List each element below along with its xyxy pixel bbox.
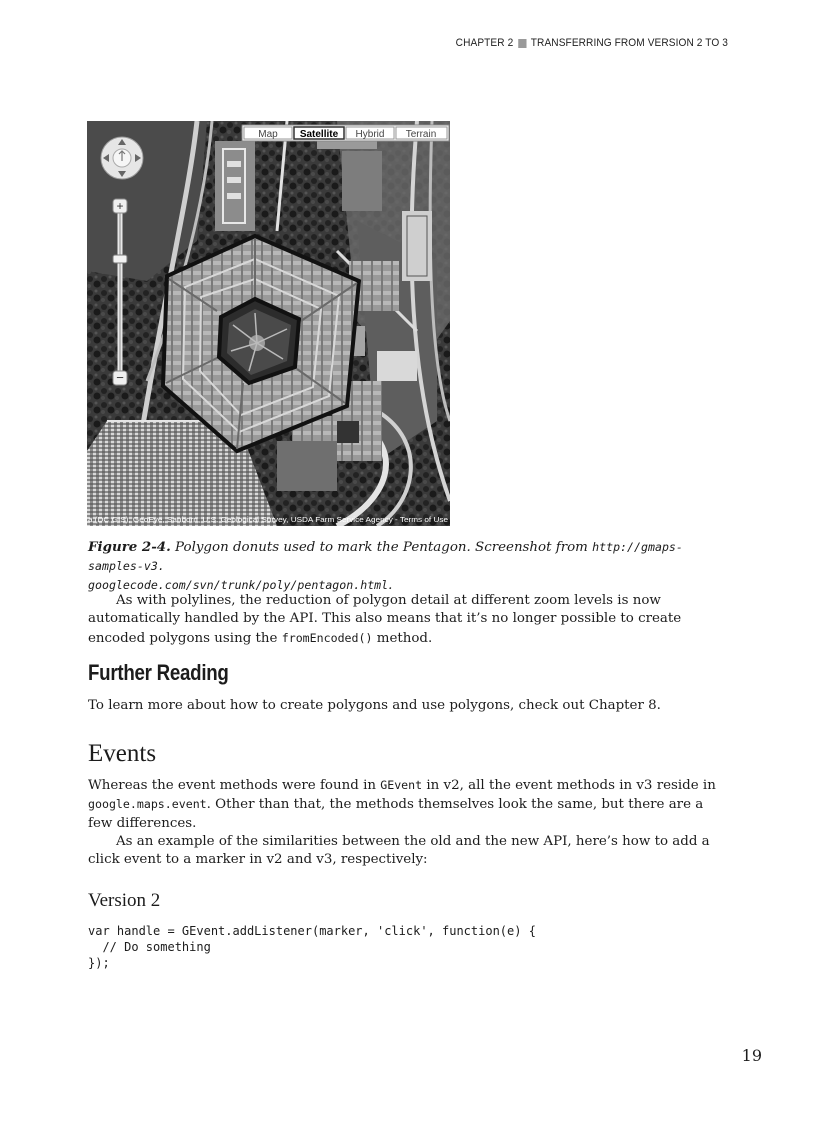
further-reading-heading: Further Reading [88,660,229,685]
hybrid-type-label: Hybrid [355,129,385,140]
chapter-label: CHAPTER 2 [455,37,514,49]
events-heading: Events [88,740,157,767]
map-type-buttons[interactable] [242,125,449,141]
figure-label: Figure 2-4. [88,539,171,555]
paragraph1-code: fromEncoded() [281,630,373,645]
map-type-label: Map [258,129,278,140]
polyline-paragraph [88,592,738,648]
gevent-code: GEvent [380,778,423,792]
further-reading-text: To learn more about how to create polygons and use polygons, check out Chapter 8. [88,698,661,713]
figure-caption [88,538,738,595]
paragraph1-text: As with polylines, the reduction of polygon detail at different zoom levels is now automatically handled by the API. This also means that it’s no longer possible to create encoded polygons using the [88,593,682,646]
pan-control[interactable] [101,137,143,179]
events-text-b: in v2, all the event methods in v3 reside in [422,778,716,793]
caption-url-part2: googlecode.com/svn/trunk/poly/pentagon.html [88,578,389,592]
square-bullet-icon [518,39,526,48]
plus-icon: + [116,199,124,213]
chapter-title: TRANSFERRING FROM VERSION 2 TO 3 [530,37,728,49]
map-attribution: a (DC GIS), GeoEye, Sanborn, U.S. Geological Survey, USDA Farm Service Agency - Terms of Use [88,515,448,524]
terrain-type-label: Terrain [405,129,437,140]
map-screenshot-figure [87,121,450,526]
page-number: 19 [741,1046,762,1065]
zoom-slider-handle[interactable] [113,255,127,263]
version2-heading: Version 2 [88,890,161,911]
events-paragraph-1 [88,776,738,833]
caption-text: Polygon donuts used to mark the Pentagon. Screenshot from [170,540,593,555]
minus-icon: − [116,370,124,385]
events-paragraph [88,776,738,869]
google-maps-event-code: google.maps.event [88,797,207,812]
running-header [456,37,728,49]
events-paragraph-2: As an example of the similarities between the old and the new API, here’s how to add a click event to a marker in v2 and v3, respectively: [88,833,710,868]
satellite-type-label: Satellite [299,129,339,140]
paragraph1-end: method. [372,630,433,646]
caption-end: . [388,578,393,593]
events-text-a: Whereas the event methods were found in [88,778,381,793]
caption-url-part1: http://gmaps-samples-v3. [88,540,683,573]
events-text-d: few differences. [88,815,197,831]
version2-code-block: var handle = GEvent.addListener(marker, 'click', function(e) { // Do something }); [88,924,536,970]
events-text-c: . Other than that, the methods themselves look the same, but there are a [206,797,704,813]
